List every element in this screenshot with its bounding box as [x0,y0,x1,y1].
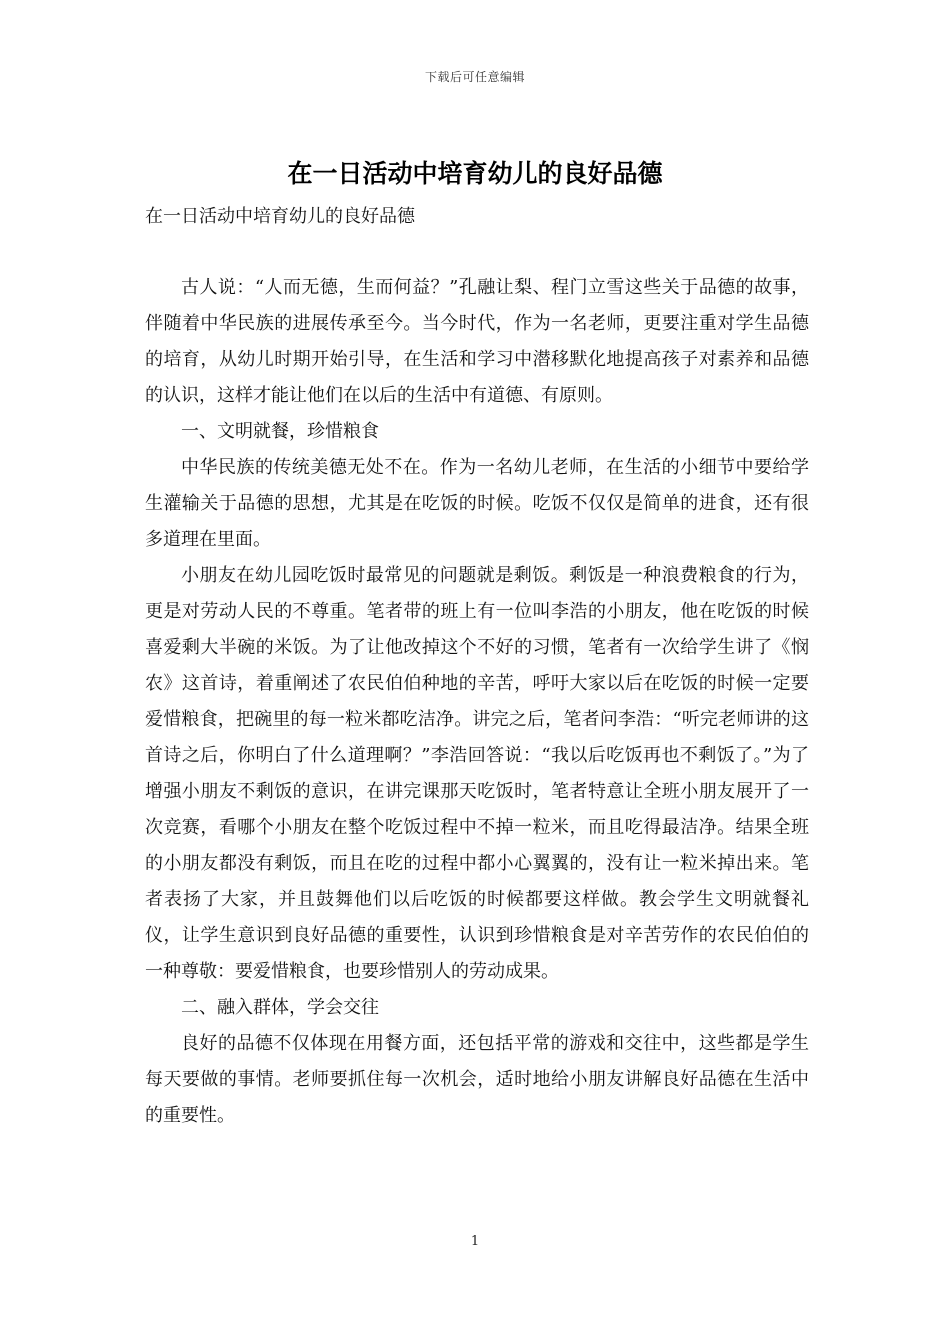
document-body [145,270,809,1134]
document-subtitle: 在一日活动中培育幼儿的良好品德 [145,206,415,227]
section-heading: 一、文明就餐，珍惜粮食 [181,421,379,442]
body-paragraph: 良好的品德不仅体现在用餐方面，还包括平常的游戏和交往中，这些都是学生每天要做的事情。老师要抓住每一次机会，适时地给小朋友讲解良好品德在生活中的重要性。 [145,1033,809,1126]
header-note: 下载后可任意编辑 [424,70,525,84]
page-number: 1 [470,1234,480,1249]
body-paragraph: 古人说：“人而无德，生而何益？”孔融让梨、程门立雪这些关于品德的故事，伴随着中华民族的进展传承至今。当今时代，作为一名老师，更要注重对学生品德的培育，从幼儿时期开始引导，在生活和学习中潜移默化地提高孩子对素养和品德的认识，这样才能让他们在以后的生活中有道德、有原则。 [145,277,809,406]
section-heading: 二、融入群体，学会交往 [181,997,379,1018]
body-paragraph: 中华民族的传统美德无处不在。作为一名幼儿老师，在生活的小细节中要给学生灌输关于品德的思想，尤其是在吃饭的时候。吃饭不仅仅是简单的进食，还有很多道理在里面。 [145,457,809,550]
body-paragraph: 小朋友在幼儿园吃饭时最常见的问题就是剩饭。剩饭是一种浪费粮食的行为，更是对劳动人民的不尊重。笔者带的班上有一位叫李浩的小朋友，他在吃饭的时候喜爱剩大半碗的米饭。为了让他改掉这个不好的习惯，笔者有一次给学生讲了《悯农》这首诗，着重阐述了农民伯伯种地的辛苦，呼吁大家以后在吃饭的时候一定要爱惜粮食，把碗里的每一粒米都吃洁净。讲完之后，笔者问李浩：“听完老师讲的这首诗之后，你明白了什么道理啊？”李浩回答说：“我以后吃饭再也不剩饭了。”为了增强小朋友不剩饭的意识，在讲完课那天吃饭时，笔者特意让全班小朋友展开了一次竞赛，看哪个小朋友在整个吃饭过程中不掉一粒米，而且吃得最洁净。结果全班的小朋友都没有剩饭，而且在吃的过程中都小心翼翼的，没有让一粒米掉出来。笔者表扬了大家，并且鼓舞他们以后吃饭的时候都要这样做。教会学生文明就餐礼仪，让学生意识到良好品德的重要性，认识到珍惜粮食是对辛苦劳作的农民伯伯的一种尊敬：要爱惜粮食，也要珍惜别人的劳动成果。 [145,565,809,982]
document-title: 在一日活动中培育幼儿的良好品德 [287,159,663,188]
